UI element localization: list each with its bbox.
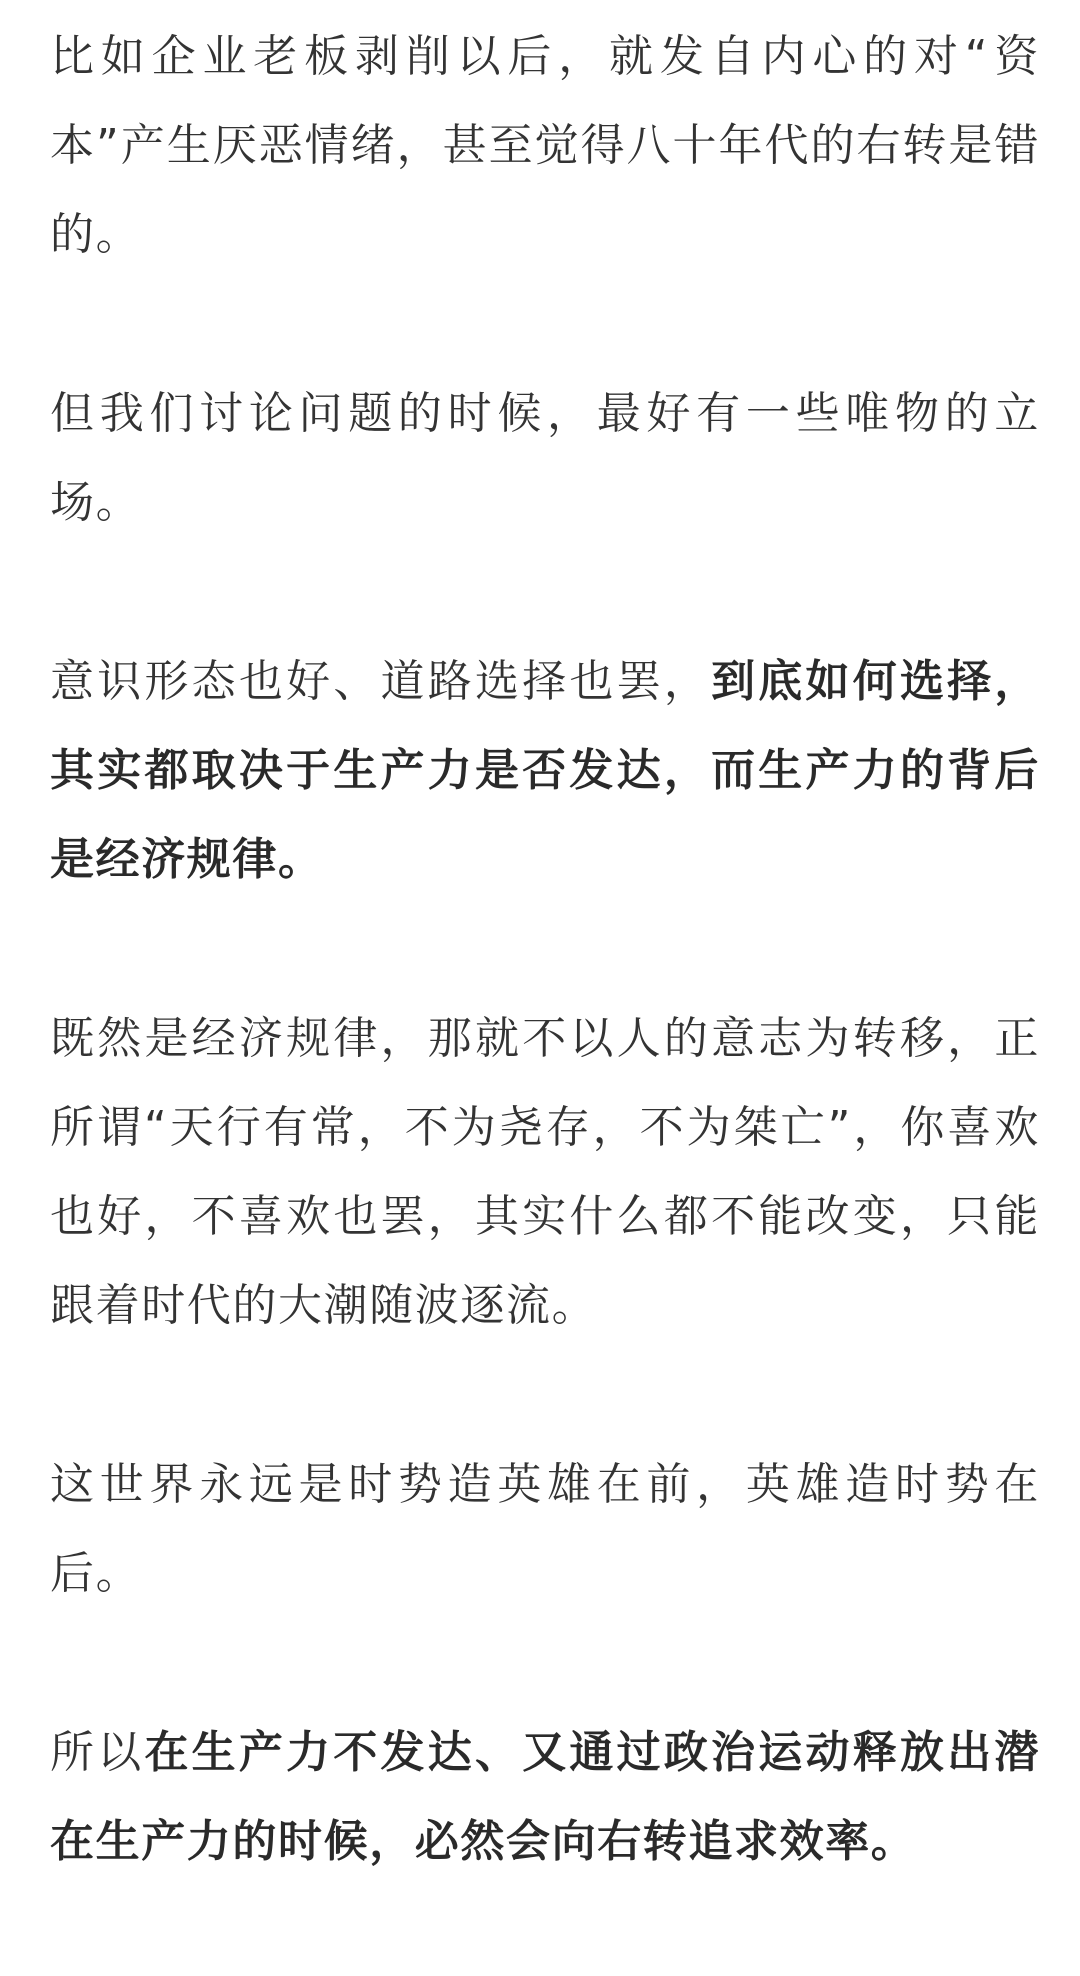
paragraph-2 [50,369,1040,547]
paragraph-5-text: 这世界永远是时势造英雄在前，英雄造时势在后。 [50,1459,1040,1599]
paragraph-4-text: 既然是经济规律，那就不以人的意志为转移，正所谓“天行有常，不为尧存，不为桀亡”，你喜欢也好，不喜欢也罢，其实什么都不能改变，只能跟着时代的大潮随波逐流。 [50,1013,1040,1331]
paragraph-1-text: 比如企业老板剥削以后，就发自内心的对“资本”产生厌恶情绪，甚至觉得八十年代的右转是错的。 [50,31,1040,260]
paragraph-3-text: 意识形态也好、道路选择也罢， [50,656,712,707]
paragraph-6-text: 所以 [50,1727,145,1778]
paragraph-6-bold-text: 在生产力不发达、又通过政治运动释放出潜在生产力的时候，必然会向右转追求效率。 [50,1727,1041,1867]
paragraph-2-text: 但我们讨论问题的时候，最好有一些唯物的立场。 [50,388,1040,528]
paragraph-6 [50,1708,1040,1886]
paragraph-5 [50,1440,1040,1618]
paragraph-3 [50,637,1040,904]
paragraph-1 [50,12,1040,279]
article-body [50,0,1040,1976]
paragraph-4 [50,994,1040,1350]
paragraph-3-bold-text: 到底如何选择，其实都取决于生产力是否发达，而生产力的背后是经济规律。 [50,656,1040,885]
